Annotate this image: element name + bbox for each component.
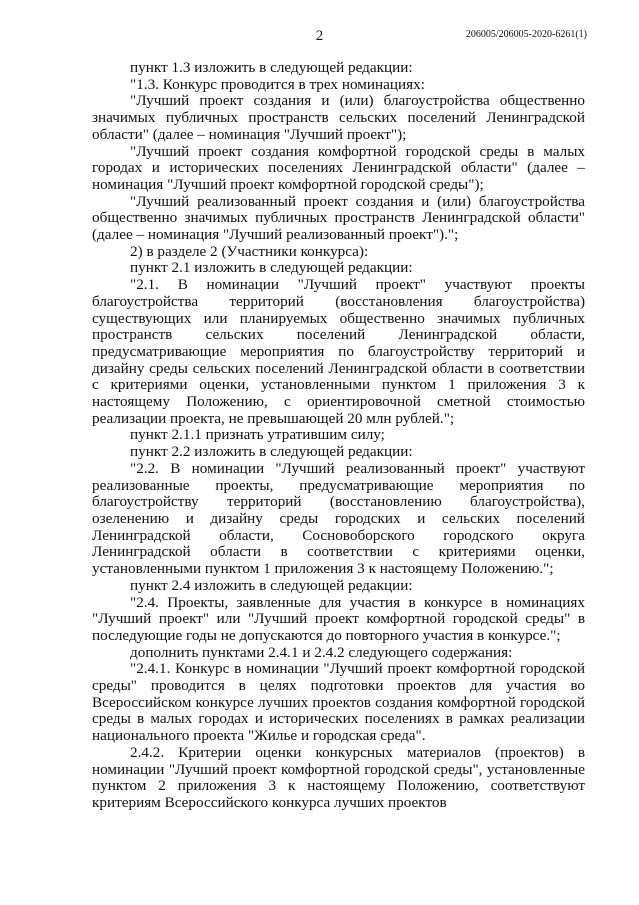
paragraph: пункт 2.4 изложить в следующей редакции: xyxy=(130,576,413,594)
paragraph: "Лучший реализованный проект создания и (или) благоустройства общественно значимых публичных пространств Ленинградской области" (далее – номинация "Лучший реализованный проект")."; xyxy=(92,192,585,244)
paragraph: "2.1. В номинации "Лучший проект" участвуют проекты благоустройства территорий (восстановления благоустройства) существующих или планируемых общественно значимых публичных пространств сельских поселений Ленинградской области, предусматривающие мероприятия по благоустройству территорий и дизайну среды сельских поселений Ленинградской области в соответствии с критериями оценки, установленными пунктом 1 приложения 3 к настоящему Положению, с ориентировочной сметной стоимостью реализации проекта, не превышающей 20 млн рублей."; xyxy=(92,276,585,427)
paragraph: "2.4.1. Конкурс в номинации "Лучший проект комфортной городской среды" проводится в целях подготовки проектов для участия во Всероссийском конкурсе лучших проектов создания комфортной городской среды в малых городах и исторических поселениях в рамках реализации национального проекта "Жилье и городская среда". xyxy=(92,660,585,745)
paragraph: "1.3. Конкурс проводится в трех номинациях: xyxy=(130,75,425,93)
paragraph: "Лучший проект создания и (или) благоустройства общественно значимых публичных пространств сельских поселений Ленинградской области" (далее – номинация "Лучший проект"); xyxy=(92,92,585,143)
document-id: 206005/206005-2020-6261(1) xyxy=(465,29,587,40)
paragraph: "2.2. В номинации "Лучший реализованный проект" участвуют реализованные проекты, предусматривающие мероприятия по благоустройству территорий (восстановлению благоустройства), озеленению и дизайну среды городских и сельских поселений Ленинградской области, Сосновоборского городского округа Ленинградской области в соответствии с критериями оценки, установленными пунктом 1 приложения 3 к настоящему Положению."; xyxy=(92,459,585,578)
paragraph: пункт 2.1.1 признать утратившим силу; xyxy=(130,426,385,444)
paragraph: "Лучший проект создания комфортной городской среды в малых городах и исторических поселениях Ленинградской области" (далее – номинация "Лучший проект комфортной городской среды"); xyxy=(92,142,585,193)
paragraph: пункт 2.2 изложить в следующей редакции: xyxy=(130,443,413,461)
document-body xyxy=(92,60,585,812)
paragraph: "2.4. Проекты, заявленные для участия в конкурсе в номинациях "Лучший проект" или "Лучший проект комфортной городской среды" в последующие годы не допускаются до повторного участия в конкурсе."; xyxy=(92,593,585,644)
paragraph: дополнить пунктами 2.4.1 и 2.4.2 следующего содержания: xyxy=(130,643,513,661)
page-number: 2 xyxy=(315,28,324,44)
paragraph: 2.4.2. Критерии оценки конкурсных материалов (проектов) в номинации "Лучший проект комфортной городской среды", установленные пунктом 2 приложения 3 к настоящему Положению, соответствуют критериям Всероссийского конкурса лучших проектов xyxy=(92,743,585,811)
paragraph: пункт 1.3 изложить в следующей редакции: xyxy=(130,59,413,76)
paragraph: 2) в разделе 2 (Участники конкурса): xyxy=(130,242,369,260)
paragraph: пункт 2.1 изложить в следующей редакции: xyxy=(130,259,413,277)
